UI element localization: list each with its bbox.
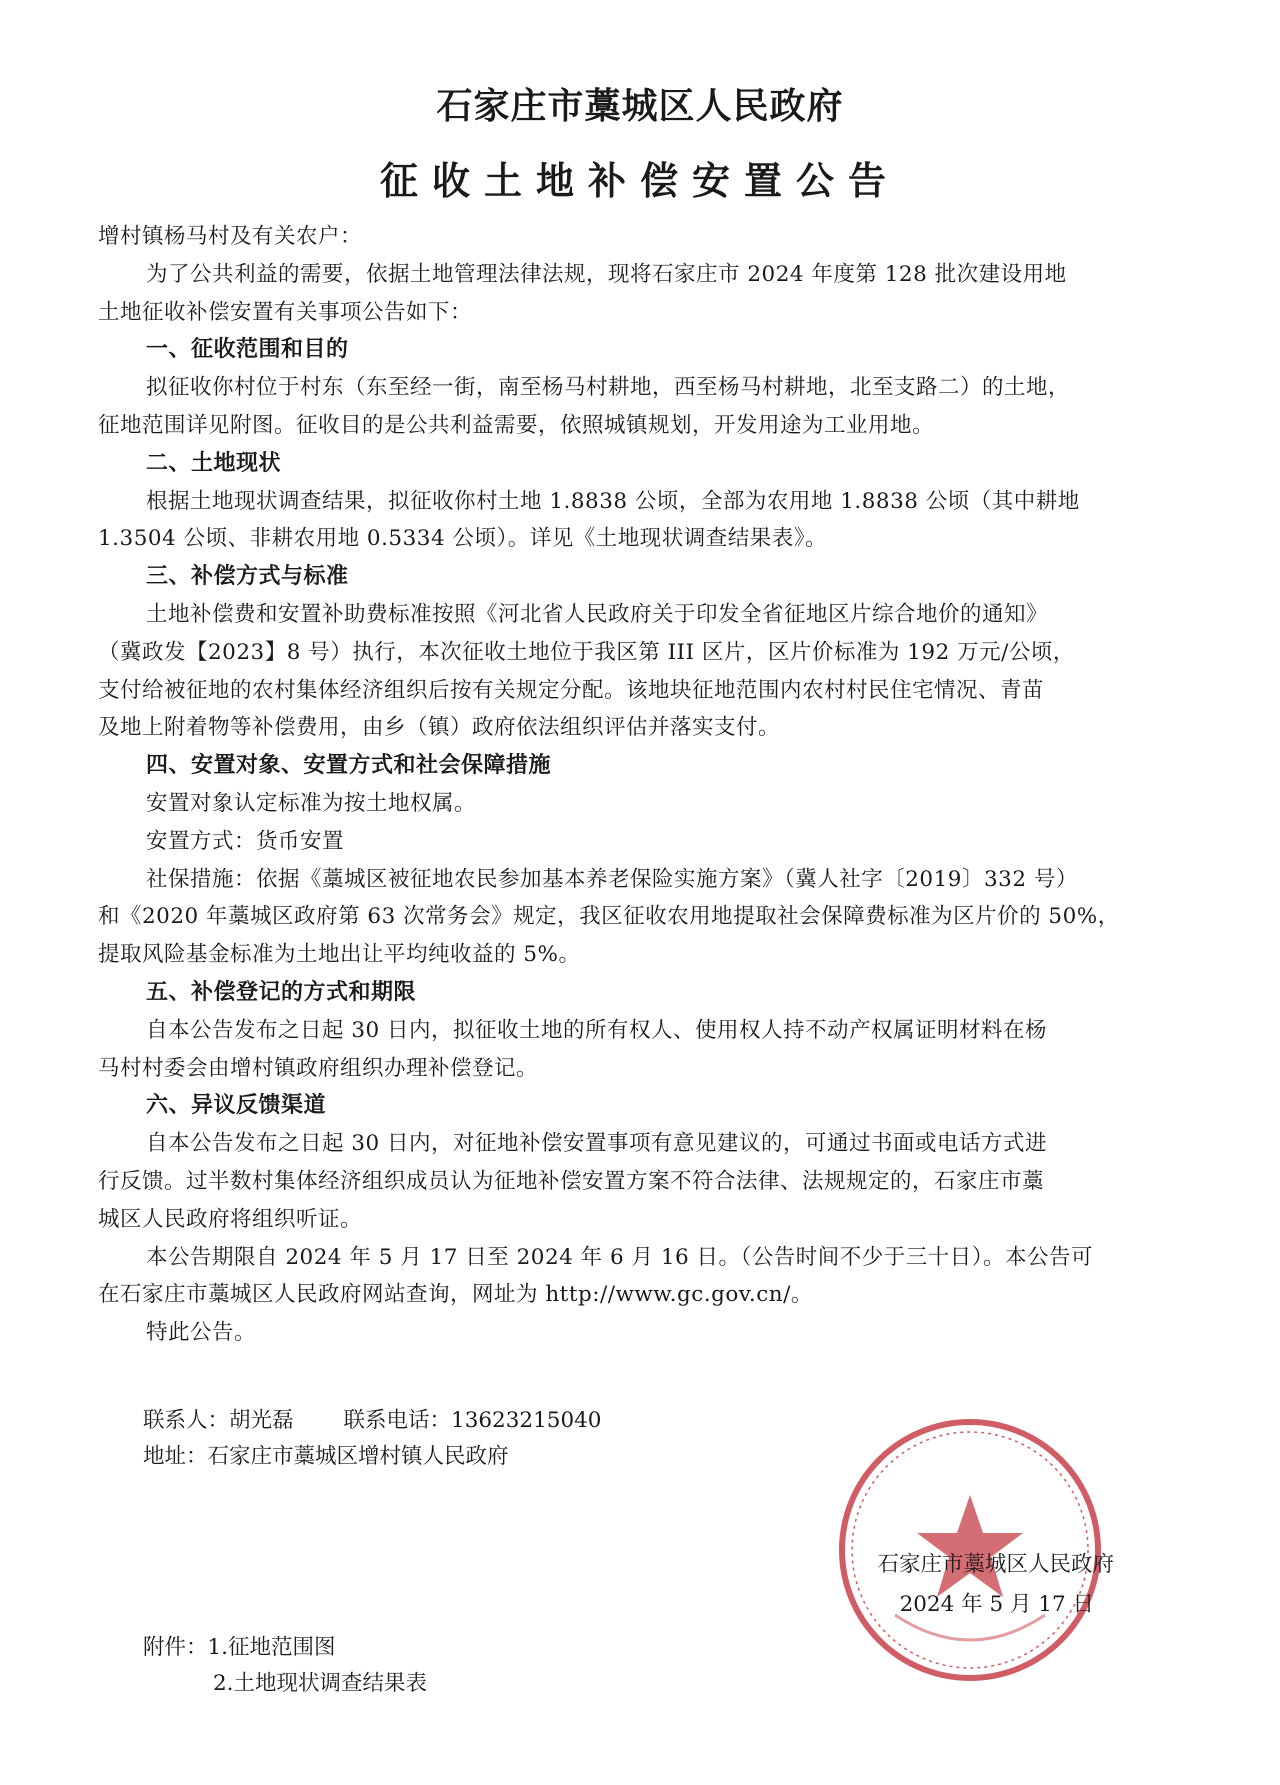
intro-line: 土地征收补偿安置有关事项公告如下： [98,299,473,325]
notice-body [98,218,1206,1352]
paragraph-line: 及地上附着物等补偿费用，由乡（镇）政府依法组织评估并落实支付。 [98,715,781,741]
contact-person: 联系人：胡光磊 [143,1408,294,1433]
section-heading: 六、异议反馈渠道 [146,1093,327,1119]
attachment-item: 附件：1.征地范围图 [143,1635,336,1660]
section-heading: 五、补偿登记的方式和期限 [146,979,417,1005]
paragraph-line: 行反馈。过半数村集体经济组织成员认为征地补偿安置方案不符合法律、法规规定的，石家庄市藁 [98,1168,1045,1194]
paragraph-line: 安置对象认定标准为按土地权属。 [146,790,477,816]
paragraph-line: 提取风险基金标准为土地出让平均纯收益的 5%。 [98,942,581,968]
issuer-title: 石家庄市藁城区人民政府 [436,86,844,127]
section-heading: 三、补偿方式与标准 [146,564,349,590]
contact-block [143,1403,602,1475]
paragraph-line: 马村村委会由增村镇政府组织办理补偿登记。 [98,1055,539,1081]
paragraph-line: 本公告期限自 2024 年 5 月 17 日至 2024 年 6 月 16 日。（公告时间不少于三十日）。本公告可 [146,1244,1094,1270]
intro-line: 为了公共利益的需要，依据土地管理法律法规，现将石家庄市 2024 年度第 128 批次建设用地 [146,261,1067,287]
paragraph-line: 自本公告发布之日起 30 日内，拟征收土地的所有权人、使用权人持不动产权属证明材料在杨 [146,1017,1048,1043]
paragraph-line: 在石家庄市藁城区人民政府网站查询，网址为 http://www.gc.gov.cn/。 [98,1282,813,1308]
paragraph-line: 1.3504 公顷、非耕农用地 0.5334 公顷）。详见《土地现状调查结果表》。 [98,526,827,552]
section-heading: 一、征收范围和目的 [146,337,349,363]
paragraph-line: （冀政发【2023】8 号）执行，本次征收土地位于我区第 III 区片，区片价标准为 192 万元/公顷， [98,639,1075,665]
attachment-item: 2.土地现状调查结果表 [213,1671,428,1696]
paragraph-line: 拟征收你村位于村东（东至经一街，南至杨马村耕地，西至杨马村耕地，北至支路二）的土地， [146,375,1071,401]
paragraph-line: 和《2020 年藁城区政府第 63 次常务会》规定，我区征收农用地提取社会保障费标准为区片价的 50%， [98,904,1120,930]
section-heading: 四、安置对象、安置方式和社会保障措施 [146,753,552,779]
paragraph-line: 自本公告发布之日起 30 日内，对征地补偿安置事项有意见建议的，可通过书面或电话方式进 [146,1131,1048,1157]
paragraph-line: 安置方式：货币安置 [146,828,345,854]
contact-address: 地址：石家庄市藁城区增村镇人民政府 [143,1444,509,1469]
paragraph-line: 土地补偿费和安置补助费标准按照《河北省人民政府关于印发全省征地区片综合地价的通知》 [146,601,1049,627]
paragraph-line: 支付给被征地的农村集体经济组织后按有关规定分配。该地块征地范围内农村村民住宅情况、青苗 [98,677,1045,703]
section-heading: 二、土地现状 [146,450,282,476]
contact-phone: 联系电话：13623215040 [343,1408,602,1433]
paragraph-line: 根据土地现状调查结果，拟征收你村土地 1.8838 公顷，全部为农用地 1.8838 公顷（其中耕地 [146,488,1080,514]
paragraph-line: 城区人民政府将组织听证。 [98,1206,363,1232]
attachments-block [143,1630,427,1702]
notice-title: 征收土地补偿安置公告 [379,159,900,203]
closing-line: 特此公告。 [146,1320,257,1346]
paragraph-line: 社保措施：依据《藁城区被征地农民参加基本养老保险实施方案》（冀人社字〔2019〕332 号） [146,866,1078,892]
signature-date: 2024 年 5 月 17 日 [899,1592,1094,1617]
signature-block [812,1545,1114,1625]
signature-issuer: 石家庄市藁城区人民政府 [877,1552,1114,1577]
paragraph-line: 征地范围详见附图。征收目的是公共利益需要，依照城镇规划，开发用途为工业用地。 [98,412,935,438]
salutation: 增村镇杨马村及有关农户： [98,224,363,249]
